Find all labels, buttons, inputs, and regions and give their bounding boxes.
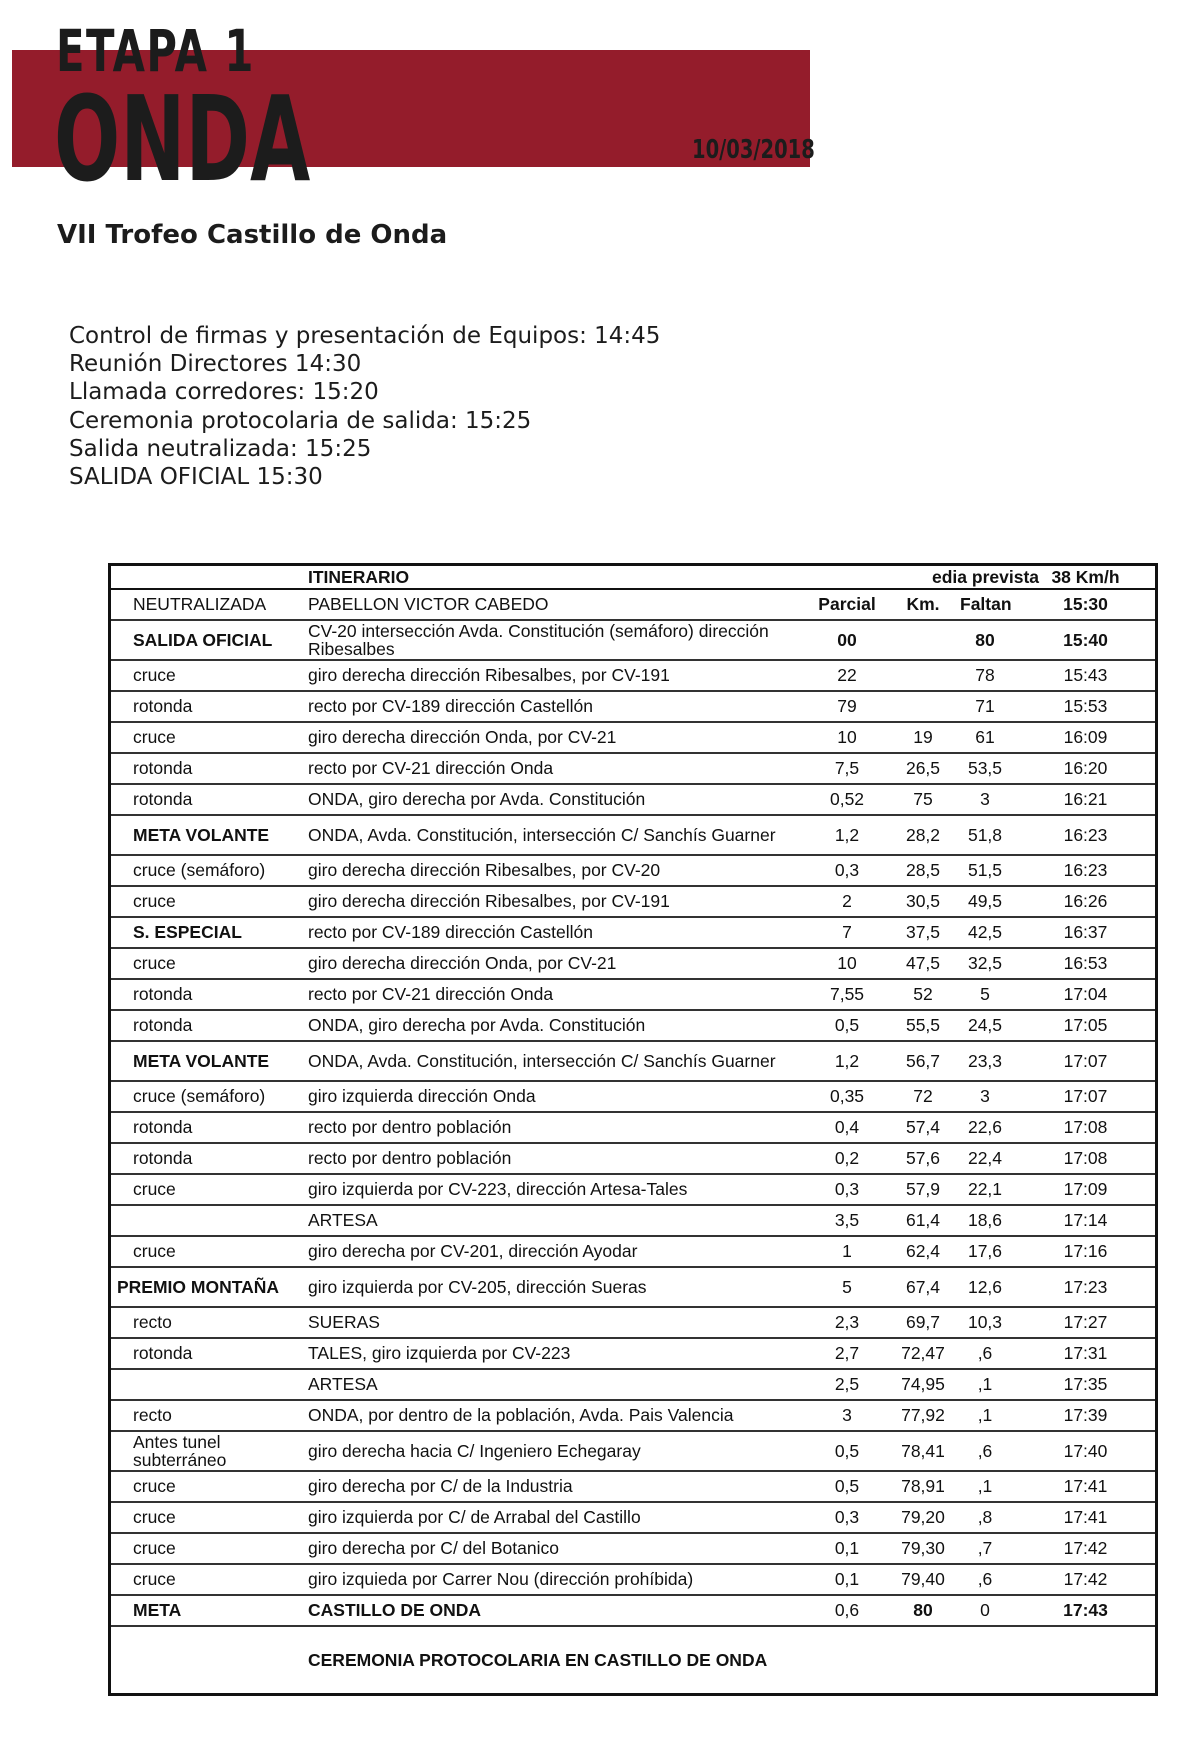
row-faltan: 51,5 xyxy=(954,855,1016,886)
row-faltan: 32,5 xyxy=(954,948,1016,979)
row-faltan: ,1 xyxy=(954,1471,1016,1502)
row-route: ONDA, Avda. Constitución, intersección C/ Sanchís Guarner xyxy=(302,815,802,855)
row-faltan: 80 xyxy=(954,620,1016,660)
schedule-item: Ceremonia protocolaria de salida: 15:25 xyxy=(69,407,532,434)
row-time: 17:23 xyxy=(1016,1267,1155,1307)
row-parcial: 0,35 xyxy=(802,1081,892,1112)
row-km: 19 xyxy=(892,722,954,753)
row-faltan: 5 xyxy=(954,979,1016,1010)
row-route: giro derecha por CV-201, dirección Ayodar xyxy=(302,1236,802,1267)
row-parcial: 0,5 xyxy=(802,1010,892,1041)
row-km: 57,9 xyxy=(892,1174,954,1205)
row-type: PREMIO MONTAÑA xyxy=(111,1267,302,1307)
row-km: 61,4 xyxy=(892,1205,954,1236)
table-row xyxy=(111,1431,1155,1471)
row-route: giro izquieda por Carrer Nou (dirección prohíbida) xyxy=(302,1564,802,1595)
row-type: cruce (semáforo) xyxy=(111,1081,302,1112)
row-time: 17:35 xyxy=(1016,1369,1155,1400)
row-route: giro derecha dirección Onda, por CV-21 xyxy=(302,948,802,979)
header-km: Km. xyxy=(892,589,954,620)
row-faltan: ,6 xyxy=(954,1564,1016,1595)
row-time: 17:41 xyxy=(1016,1502,1155,1533)
row-type xyxy=(111,1369,302,1400)
row-route: TALES, giro izquierda por CV-223 xyxy=(302,1338,802,1369)
schedule-item: Llamada corredores: 15:20 xyxy=(69,379,379,406)
row-type: SALIDA OFICIAL xyxy=(111,620,302,660)
table-row xyxy=(111,979,1155,1010)
row-parcial: 7,55 xyxy=(802,979,892,1010)
table-row xyxy=(111,1236,1155,1267)
row-route: recto por CV-189 dirección Castellón xyxy=(302,917,802,948)
row-type: rotonda xyxy=(111,1010,302,1041)
row-type: cruce xyxy=(111,1564,302,1595)
table-row xyxy=(111,1307,1155,1338)
row-time: 17:41 xyxy=(1016,1471,1155,1502)
table-row xyxy=(111,1041,1155,1081)
row-parcial: 00 xyxy=(802,620,892,660)
row-km: 67,4 xyxy=(892,1267,954,1307)
table-row xyxy=(111,660,1155,691)
row-route: ARTESA xyxy=(302,1369,802,1400)
row-faltan: ,6 xyxy=(954,1431,1016,1471)
row-type: cruce xyxy=(111,660,302,691)
stage-date: 10/03/2018 xyxy=(692,135,815,165)
row-type: Antes tunel subterráneo xyxy=(111,1431,302,1471)
row-faltan: 22,6 xyxy=(954,1112,1016,1143)
row-route: recto por dentro población xyxy=(302,1112,802,1143)
row-time: 17:27 xyxy=(1016,1307,1155,1338)
row-faltan: 22,4 xyxy=(954,1143,1016,1174)
row-parcial: 5 xyxy=(802,1267,892,1307)
row-time: 16:21 xyxy=(1016,784,1155,815)
row-parcial: 0,3 xyxy=(802,1174,892,1205)
row-time: 16:53 xyxy=(1016,948,1155,979)
row-km: 52 xyxy=(892,979,954,1010)
row-faltan: 61 xyxy=(954,722,1016,753)
row-time: 17:07 xyxy=(1016,1081,1155,1112)
header-parcial: Parcial xyxy=(802,589,892,620)
row-faltan: ,8 xyxy=(954,1502,1016,1533)
table-row xyxy=(111,1112,1155,1143)
row-parcial: 2,3 xyxy=(802,1307,892,1338)
schedule-item: Reunión Directores 14:30 xyxy=(69,351,362,378)
row-type: META VOLANTE xyxy=(111,815,302,855)
row-km xyxy=(892,660,954,691)
row-parcial: 2,7 xyxy=(802,1338,892,1369)
table-row xyxy=(111,917,1155,948)
schedule-item: Salida neutralizada: 15:25 xyxy=(69,435,372,462)
row-route: giro izquierda por C/ de Arrabal del Castillo xyxy=(302,1502,802,1533)
city-title: ONDA xyxy=(54,70,311,208)
ceremony-note: CEREMONIA PROTOCOLARIA EN CASTILLO DE ONDA xyxy=(308,1649,768,1670)
row-km: 78,91 xyxy=(892,1471,954,1502)
itinerary-title: ITINERARIO xyxy=(302,566,802,589)
row-type xyxy=(111,1205,302,1236)
table-row xyxy=(111,1533,1155,1564)
row-parcial: 22 xyxy=(802,660,892,691)
row-km: 62,4 xyxy=(892,1236,954,1267)
table-row xyxy=(111,1595,1155,1626)
row-km xyxy=(892,620,954,660)
row-parcial: 0,6 xyxy=(802,1595,892,1626)
row-km: 69,7 xyxy=(892,1307,954,1338)
row-route: ONDA, giro derecha por Avda. Constitución xyxy=(302,1010,802,1041)
row-type: cruce xyxy=(111,1533,302,1564)
row-faltan: ,1 xyxy=(954,1369,1016,1400)
row-km: 57,4 xyxy=(892,1112,954,1143)
row-type: S. ESPECIAL xyxy=(111,917,302,948)
row-type: cruce xyxy=(111,1174,302,1205)
schedule-item: SALIDA OFICIAL 15:30 xyxy=(69,464,323,491)
row-type: cruce (semáforo) xyxy=(111,855,302,886)
table-row xyxy=(111,1369,1155,1400)
row-route: giro derecha por C/ de la Industria xyxy=(302,1471,802,1502)
table-row xyxy=(111,1010,1155,1041)
row-time: 17:39 xyxy=(1016,1400,1155,1431)
row-time: 16:23 xyxy=(1016,855,1155,886)
row-time: 16:26 xyxy=(1016,886,1155,917)
row-type: rotonda xyxy=(111,691,302,722)
row-time: 16:09 xyxy=(1016,722,1155,753)
row-type: recto xyxy=(111,1400,302,1431)
table-row xyxy=(111,1081,1155,1112)
row-faltan: 51,8 xyxy=(954,815,1016,855)
row-faltan: 23,3 xyxy=(954,1041,1016,1081)
speed-value: 38 Km/h xyxy=(1016,566,1155,589)
row-faltan: 71 xyxy=(954,691,1016,722)
row-route: ONDA, por dentro de la población, Avda. Pais Valencia xyxy=(302,1400,802,1431)
table-row xyxy=(111,1471,1155,1502)
row-km xyxy=(892,691,954,722)
table-row xyxy=(111,1143,1155,1174)
row-parcial: 2 xyxy=(802,886,892,917)
row-parcial: 0,5 xyxy=(802,1471,892,1502)
row-km: 56,7 xyxy=(892,1041,954,1081)
row-time: 17:07 xyxy=(1016,1041,1155,1081)
row-faltan: 10,3 xyxy=(954,1307,1016,1338)
row-time: 16:23 xyxy=(1016,815,1155,855)
row-faltan: ,6 xyxy=(954,1338,1016,1369)
row-km: 26,5 xyxy=(892,753,954,784)
table-row xyxy=(111,1338,1155,1369)
row-km: 79,30 xyxy=(892,1533,954,1564)
table-row xyxy=(111,784,1155,815)
row-faltan: 0 xyxy=(954,1595,1016,1626)
row-time: 15:30 xyxy=(1016,589,1155,620)
row-parcial: 2,5 xyxy=(802,1369,892,1400)
row-parcial: 0,52 xyxy=(802,784,892,815)
row-km: 78,41 xyxy=(892,1431,954,1471)
speed-label: edia prevista xyxy=(892,566,1016,589)
row-route: giro izquierda dirección Onda xyxy=(302,1081,802,1112)
row-type: rotonda xyxy=(111,753,302,784)
row-time: 17:42 xyxy=(1016,1564,1155,1595)
row-km: 57,6 xyxy=(892,1143,954,1174)
itinerary-table xyxy=(108,563,1158,1696)
row-parcial: 10 xyxy=(802,722,892,753)
row-route: ONDA, giro derecha por Avda. Constitución xyxy=(302,784,802,815)
row-faltan: 17,6 xyxy=(954,1236,1016,1267)
row-type: cruce xyxy=(111,948,302,979)
table-row xyxy=(111,691,1155,722)
row-type: cruce xyxy=(111,886,302,917)
row-faltan: 49,5 xyxy=(954,886,1016,917)
row-time: 17:40 xyxy=(1016,1431,1155,1471)
row-time: 16:20 xyxy=(1016,753,1155,784)
row-type: cruce xyxy=(111,1471,302,1502)
row-route: SUERAS xyxy=(302,1307,802,1338)
table-row xyxy=(111,948,1155,979)
row-type: rotonda xyxy=(111,1112,302,1143)
row-type: cruce xyxy=(111,1502,302,1533)
row-km: 47,5 xyxy=(892,948,954,979)
row-parcial: 0,1 xyxy=(802,1533,892,1564)
row-route: CASTILLO DE ONDA xyxy=(302,1595,802,1626)
row-time: 17:08 xyxy=(1016,1143,1155,1174)
row-parcial: 1,2 xyxy=(802,815,892,855)
row-route: giro derecha hacia C/ Ingeniero Echegaray xyxy=(302,1431,802,1471)
row-km: 72,47 xyxy=(892,1338,954,1369)
row-route: giro derecha dirección Ribesalbes, por CV-20 xyxy=(302,855,802,886)
row-type: recto xyxy=(111,1307,302,1338)
table-row xyxy=(111,620,1155,660)
table-row xyxy=(111,886,1155,917)
row-faltan: 53,5 xyxy=(954,753,1016,784)
table-row xyxy=(111,1267,1155,1307)
row-type: cruce xyxy=(111,1236,302,1267)
row-parcial: 7 xyxy=(802,917,892,948)
row-time: 17:09 xyxy=(1016,1174,1155,1205)
row-faltan: 78 xyxy=(954,660,1016,691)
row-route: PABELLON VICTOR CABEDO xyxy=(302,589,802,620)
row-type: rotonda xyxy=(111,784,302,815)
row-type: META VOLANTE xyxy=(111,1041,302,1081)
row-time: 17:04 xyxy=(1016,979,1155,1010)
row-type: cruce xyxy=(111,722,302,753)
row-route: giro derecha dirección Onda, por CV-21 xyxy=(302,722,802,753)
table-row xyxy=(111,1564,1155,1595)
row-parcial: 1 xyxy=(802,1236,892,1267)
row-faltan: 12,6 xyxy=(954,1267,1016,1307)
row-faltan: 3 xyxy=(954,1081,1016,1112)
row-faltan: 42,5 xyxy=(954,917,1016,948)
row-km: 75 xyxy=(892,784,954,815)
table-row xyxy=(111,815,1155,855)
row-parcial: 0,2 xyxy=(802,1143,892,1174)
table-row xyxy=(111,1400,1155,1431)
row-type: META xyxy=(111,1595,302,1626)
row-route: ONDA, Avda. Constitución, intersección C/ Sanchís Guarner xyxy=(302,1041,802,1081)
row-km: 55,5 xyxy=(892,1010,954,1041)
row-time: 17:16 xyxy=(1016,1236,1155,1267)
row-km: 72 xyxy=(892,1081,954,1112)
table-row xyxy=(111,1174,1155,1205)
table-row xyxy=(111,1502,1155,1533)
row-parcial: 0,3 xyxy=(802,1502,892,1533)
schedule-item: Control de firmas y presentación de Equipos: 14:45 xyxy=(69,323,661,349)
row-parcial: 0,4 xyxy=(802,1112,892,1143)
row-route: recto por dentro población xyxy=(302,1143,802,1174)
row-route: recto por CV-189 dirección Castellón xyxy=(302,691,802,722)
row-route: giro derecha por C/ del Botanico xyxy=(302,1533,802,1564)
row-route: ARTESA xyxy=(302,1205,802,1236)
row-faltan: ,7 xyxy=(954,1533,1016,1564)
row-km: 28,2 xyxy=(892,815,954,855)
neutral-row xyxy=(111,589,1155,620)
header-faltan: Faltan xyxy=(954,589,1016,620)
row-km: 79,20 xyxy=(892,1502,954,1533)
row-faltan: ,1 xyxy=(954,1400,1016,1431)
row-faltan: 24,5 xyxy=(954,1010,1016,1041)
row-km: 77,92 xyxy=(892,1400,954,1431)
row-type: rotonda xyxy=(111,979,302,1010)
row-route: recto por CV-21 dirección Onda xyxy=(302,979,802,1010)
row-time: 17:14 xyxy=(1016,1205,1155,1236)
row-time: 15:53 xyxy=(1016,691,1155,722)
row-parcial: 10 xyxy=(802,948,892,979)
row-route: giro izquierda por CV-205, dirección Sueras xyxy=(302,1267,802,1307)
row-time: 15:43 xyxy=(1016,660,1155,691)
row-route: recto por CV-21 dirección Onda xyxy=(302,753,802,784)
row-km: 79,40 xyxy=(892,1564,954,1595)
row-type: rotonda xyxy=(111,1143,302,1174)
row-route: CV-20 intersección Avda. Constitución (semáforo) dirección Ribesalbes xyxy=(302,620,802,660)
table-row xyxy=(111,855,1155,886)
row-parcial: 1,2 xyxy=(802,1041,892,1081)
row-parcial: 0,5 xyxy=(802,1431,892,1471)
row-faltan: 3 xyxy=(954,784,1016,815)
row-time: 17:42 xyxy=(1016,1533,1155,1564)
table-row xyxy=(111,722,1155,753)
stage-title: ETAPA 1 xyxy=(56,17,255,85)
row-km: 80 xyxy=(892,1595,954,1626)
row-route: giro derecha dirección Ribesalbes, por CV-191 xyxy=(302,886,802,917)
row-km: 37,5 xyxy=(892,917,954,948)
row-parcial: 0,3 xyxy=(802,855,892,886)
row-time: 15:40 xyxy=(1016,620,1155,660)
table-title-row xyxy=(111,566,1155,589)
table-row xyxy=(111,1205,1155,1236)
row-parcial: 7,5 xyxy=(802,753,892,784)
row-route: giro izquierda por CV-223, dirección Artesa-Tales xyxy=(302,1174,802,1205)
row-time: 17:08 xyxy=(1016,1112,1155,1143)
row-type: rotonda xyxy=(111,1338,302,1369)
row-parcial: 79 xyxy=(802,691,892,722)
row-km: 28,5 xyxy=(892,855,954,886)
row-time: 17:43 xyxy=(1016,1595,1155,1626)
table-footer-row xyxy=(111,1626,1155,1693)
row-faltan: 18,6 xyxy=(954,1205,1016,1236)
table-row xyxy=(111,753,1155,784)
row-parcial: 3 xyxy=(802,1400,892,1431)
row-time: 17:31 xyxy=(1016,1338,1155,1369)
schedule-list xyxy=(69,322,660,491)
row-km: 30,5 xyxy=(892,886,954,917)
row-km: 74,95 xyxy=(892,1369,954,1400)
row-parcial: 0,1 xyxy=(802,1564,892,1595)
row-time: 16:37 xyxy=(1016,917,1155,948)
row-faltan: 22,1 xyxy=(954,1174,1016,1205)
trophy-title: VII Trofeo Castillo de Onda xyxy=(57,220,448,250)
row-parcial: 3,5 xyxy=(802,1205,892,1236)
row-route: giro derecha dirección Ribesalbes, por CV-191 xyxy=(302,660,802,691)
row-time: 17:05 xyxy=(1016,1010,1155,1041)
row-type: NEUTRALIZADA xyxy=(111,589,302,620)
